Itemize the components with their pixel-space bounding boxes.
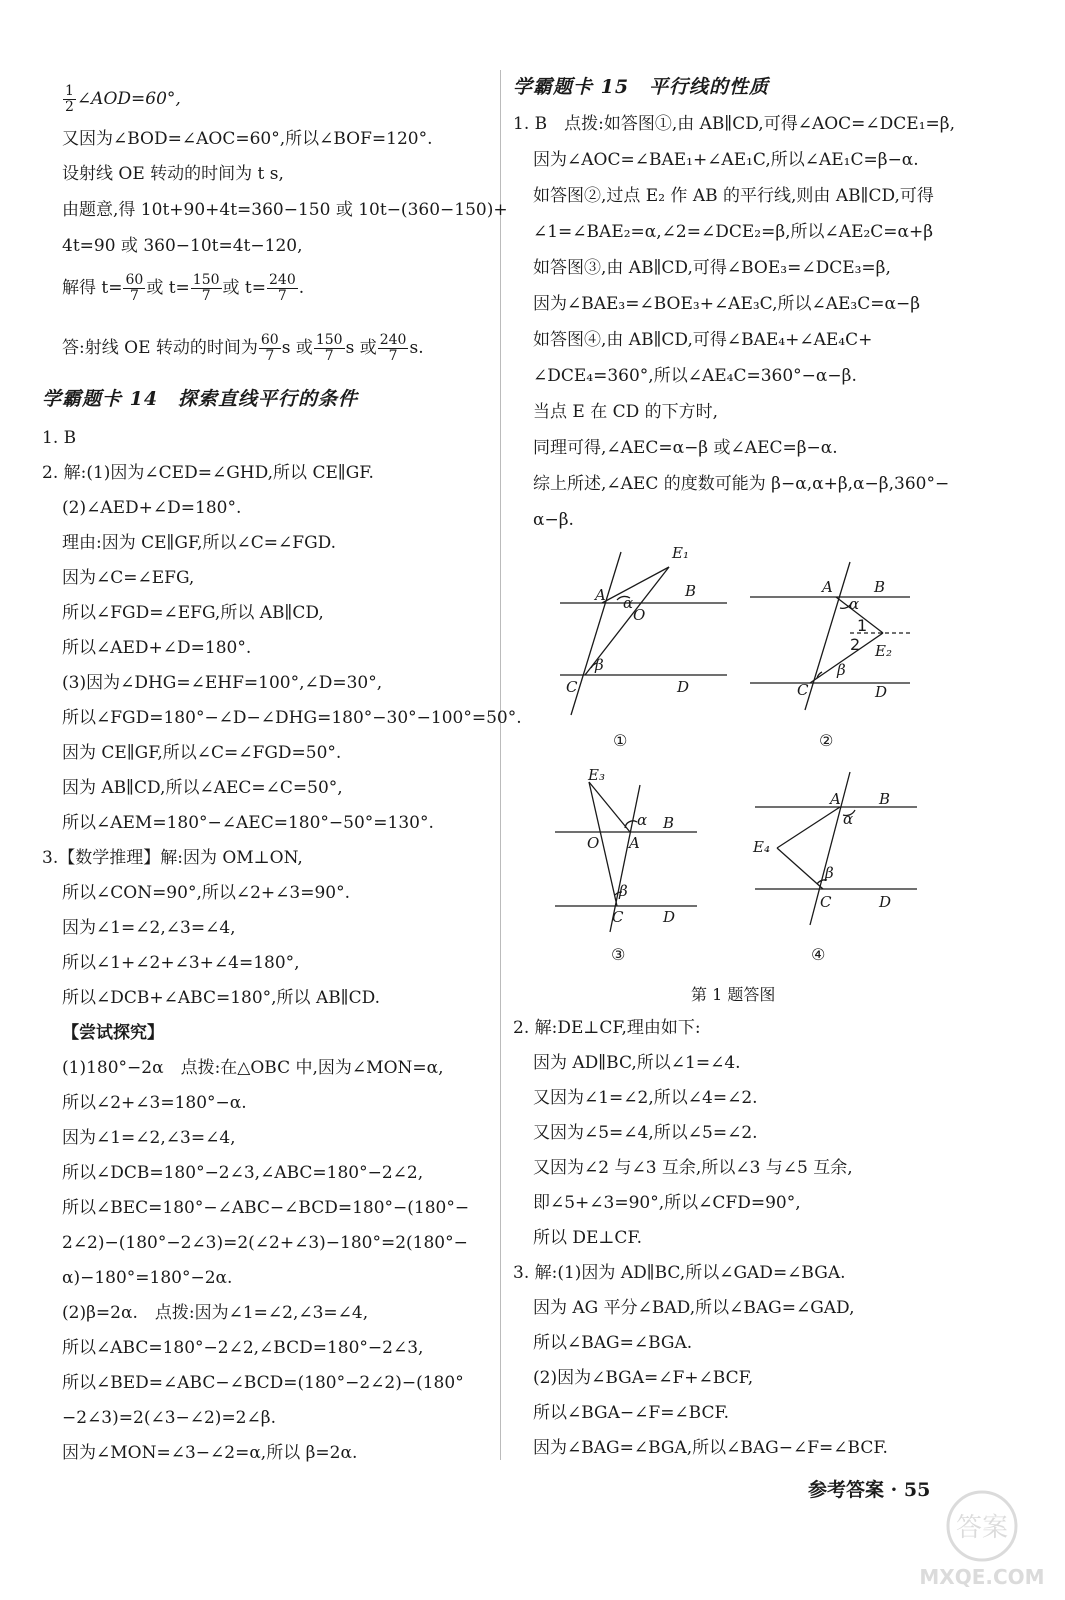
line: 由题意,得 10t+90+4t=360−150 或 10t−(360−150)+	[62, 200, 508, 220]
svg-text:答案: 答案	[955, 1513, 1009, 1543]
line: 当点 E 在 CD 的下方时,	[533, 402, 719, 422]
label-E2: E₂	[875, 642, 892, 660]
fraction: $\frac{60}{7}$	[260, 332, 279, 364]
line: (3)因为∠DHG=∠EHF=100°,∠D=30°,	[62, 673, 383, 693]
line: 因为 AG 平分∠BAD,所以∠BAG=∠GAD,	[533, 1298, 855, 1318]
line: 所以∠DCB=180°−2∠3,∠ABC=180°−2∠2,	[62, 1163, 424, 1183]
label-C: C	[820, 893, 832, 911]
line: 所以 DE⊥CF.	[533, 1228, 642, 1248]
line: $\frac{1}{2}$ ∠AOD=60°,	[65, 83, 181, 115]
section-title-14: 学霸题卡 14 探索直线平行的条件	[42, 388, 359, 410]
line: (2)因为∠BGA=∠F+∠BCF,	[533, 1368, 754, 1388]
line: 又因为∠BOD=∠AOC=60°,所以∠BOF=120°.	[62, 129, 433, 149]
label-A: A	[830, 790, 841, 808]
line: 2. 解:(1)因为∠CED=∠GHD,所以 CE∥GF.	[42, 463, 374, 483]
label-alpha: α	[637, 811, 648, 829]
line: 因为∠C=∠EFG,	[62, 568, 195, 588]
label-beta: β	[837, 661, 846, 679]
label-alpha: α	[623, 594, 634, 612]
line: 所以∠2+∠3=180°−α.	[62, 1093, 247, 1113]
line: 所以∠BED=∠ABC−∠BCD=(180°−2∠2)−(180°	[62, 1373, 464, 1393]
fraction: $\frac{240}{7}$	[379, 332, 407, 364]
line: 【尝试探究】	[62, 1023, 164, 1043]
line: α)−180°=180°−2α.	[62, 1268, 233, 1288]
line: 3.【数学推理】解:因为 OM⊥ON,	[42, 848, 303, 868]
figure-1	[560, 552, 727, 715]
column-divider	[500, 70, 501, 1460]
label-B: B	[663, 814, 675, 832]
page-footer: 参考答案 · 55	[808, 1479, 931, 1501]
line: 如答图②,过点 E₂ 作 AB 的平行线,则由 AB∥CD,可得	[533, 186, 934, 206]
label-E1: E₁	[672, 544, 689, 562]
line: 所以∠BEC=180°−∠ABC−∠BCD=180°−(180°−	[62, 1198, 470, 1218]
figure-number-4: ④	[811, 945, 826, 964]
line: 所以∠CON=90°,所以∠2+∠3=90°.	[62, 883, 350, 903]
fraction: $\frac{1}{2}$	[65, 83, 74, 115]
label-E3: E₃	[588, 766, 605, 784]
fraction: $\frac{150}{7}$	[315, 332, 343, 364]
label-B: B	[685, 582, 697, 600]
line: 答:射线 OE 转动的时间为 $\frac{60}{7}$ s 或 $\frac{150}{7}$ s 或 $\frac{240}{7}$ s.	[62, 332, 424, 364]
line: (1)180°−2α 点拨:在△OBC 中,因为∠MON=α,	[62, 1058, 444, 1078]
label-D: D	[663, 908, 676, 926]
label-E4: E₄	[753, 838, 770, 856]
line: 同理可得,∠AEC=α−β 或∠AEC=β−α.	[533, 438, 838, 458]
label-alpha: α	[843, 810, 854, 828]
line: 3. 解:(1)因为 AD∥BC,所以∠GAD=∠BGA.	[513, 1263, 846, 1283]
figure-caption: 第 1 题答图	[691, 985, 776, 1004]
line: (2)β=2α. 点拨:因为∠1=∠2,∠3=∠4,	[62, 1303, 369, 1323]
line: 2. 解:DE⊥CF,理由如下:	[513, 1018, 701, 1038]
line: 1. B	[42, 428, 77, 448]
line: 即∠5+∠3=90°,所以∠CFD=90°,	[533, 1193, 801, 1213]
line: 如答图③,由 AB∥CD,可得∠BOE₃=∠DCE₃=β,	[533, 258, 891, 278]
label-beta: β	[619, 882, 628, 900]
line: ∠DCE₄=360°,所以∠AE₄C=360°−α−β.	[533, 366, 857, 386]
line: 解得 t= $\frac{60}{7}$ 或 t= $\frac{150}{7}$ 或 t= $\frac{240}{7}$ .	[62, 272, 305, 304]
line: 所以∠AED+∠D=180°.	[62, 638, 252, 658]
label-O: O	[633, 606, 646, 624]
label-D: D	[879, 893, 892, 911]
line: 因为∠BAE₃=∠BOE₃+∠AE₃C,所以∠AE₃C=α−β	[533, 294, 921, 314]
label-B: B	[874, 578, 886, 596]
label-beta: β	[825, 864, 834, 882]
line: 2∠2)−(180°−2∠3)=2(∠2+∠3)−180°=2(180°−	[62, 1233, 468, 1253]
figure-number-2: ②	[819, 731, 834, 750]
line: 因为∠1=∠2,∠3=∠4,	[62, 1128, 236, 1148]
line: 因为 CE∥GF,所以∠C=∠FGD=50°.	[62, 743, 342, 763]
line: 又因为∠1=∠2,所以∠4=∠2.	[533, 1088, 758, 1108]
line: α−β.	[533, 510, 574, 530]
line: 因为∠AOC=∠BAE₁+∠AE₁C,所以∠AE₁C=β−α.	[533, 150, 919, 170]
label-D: D	[875, 683, 888, 701]
section-title-15: 学霸题卡 15 平行线的性质	[513, 76, 770, 98]
line: ∠1=∠BAE₂=α,∠2=∠DCE₂=β,所以∠AE₂C=α+β	[533, 222, 934, 242]
figure-number-3: ③	[611, 945, 626, 964]
label-A: A	[822, 578, 833, 596]
label-C: C	[797, 681, 809, 699]
label-O: O	[587, 834, 600, 852]
line: 所以∠DCB+∠ABC=180°,所以 AB∥CD.	[62, 988, 381, 1008]
line: 1. B 点拨:如答图①,由 AB∥CD,可得∠AOC=∠DCE₁=β,	[513, 114, 955, 134]
label-A: A	[595, 586, 606, 604]
line: 因为 AB∥CD,所以∠AEC=∠C=50°,	[62, 778, 343, 798]
figure-3	[555, 782, 697, 932]
line: −2∠3)=2(∠3−∠2)=2∠β.	[62, 1408, 276, 1428]
label-C: C	[566, 678, 578, 696]
line: 因为∠BAG=∠BGA,所以∠BAG−∠F=∠BCF.	[533, 1438, 888, 1458]
answer-figures	[505, 540, 1065, 980]
watermark-logo	[907, 1484, 1057, 1594]
line: 因为∠1=∠2,∠3=∠4,	[62, 918, 236, 938]
line: 综上所述,∠AEC 的度数可能为 β−α,α+β,α−β,360°−	[533, 474, 950, 494]
line: 所以∠BGA−∠F=∠BCF.	[533, 1403, 730, 1423]
line: 又因为∠5=∠4,所以∠5=∠2.	[533, 1123, 758, 1143]
line: 所以∠BAG=∠BGA.	[533, 1333, 693, 1353]
figure-number-1: ①	[613, 731, 628, 750]
line: 4t=90 或 360−10t=4t−120,	[62, 236, 303, 256]
label-B: B	[879, 790, 891, 808]
label-D: D	[677, 678, 690, 696]
label-angle-2: 2	[850, 635, 861, 654]
fraction: $\frac{60}{7}$	[125, 272, 144, 304]
svg-text:MXQE.COM: MXQE.COM	[919, 1565, 1045, 1589]
line: (2)∠AED+∠D=180°.	[62, 498, 242, 518]
line: 所以∠ABC=180°−2∠2,∠BCD=180°−2∠3,	[62, 1338, 424, 1358]
line: 如答图④,由 AB∥CD,可得∠BAE₄+∠AE₄C+	[533, 330, 873, 350]
label-A: A	[629, 834, 640, 852]
fraction: $\frac{150}{7}$	[192, 272, 220, 304]
line: 因为 AD∥BC,所以∠1=∠4.	[533, 1053, 741, 1073]
label-alpha: α	[849, 595, 860, 613]
line: 所以∠FGD=∠EFG,所以 AB∥CD,	[62, 603, 324, 623]
label-angle-1: 1	[857, 616, 868, 635]
fraction: $\frac{240}{7}$	[269, 272, 296, 304]
label-beta: β	[595, 656, 604, 674]
line: 因为∠MON=∠3−∠2=α,所以 β=2α.	[62, 1443, 358, 1463]
line: 又因为∠2 与∠3 互余,所以∠3 与∠5 互余,	[533, 1158, 853, 1178]
line: 所以∠FGD=180°−∠D−∠DHG=180°−30°−100°=50°.	[62, 708, 522, 728]
line: 理由:因为 CE∥GF,所以∠C=∠FGD.	[62, 533, 337, 553]
label-C: C	[612, 908, 624, 926]
line: 所以∠1+∠2+∠3+∠4=180°,	[62, 953, 300, 973]
line: 所以∠AEM=180°−∠AEC=180°−50°=130°.	[62, 813, 434, 833]
line: 设射线 OE 转动的时间为 t s,	[62, 164, 284, 184]
